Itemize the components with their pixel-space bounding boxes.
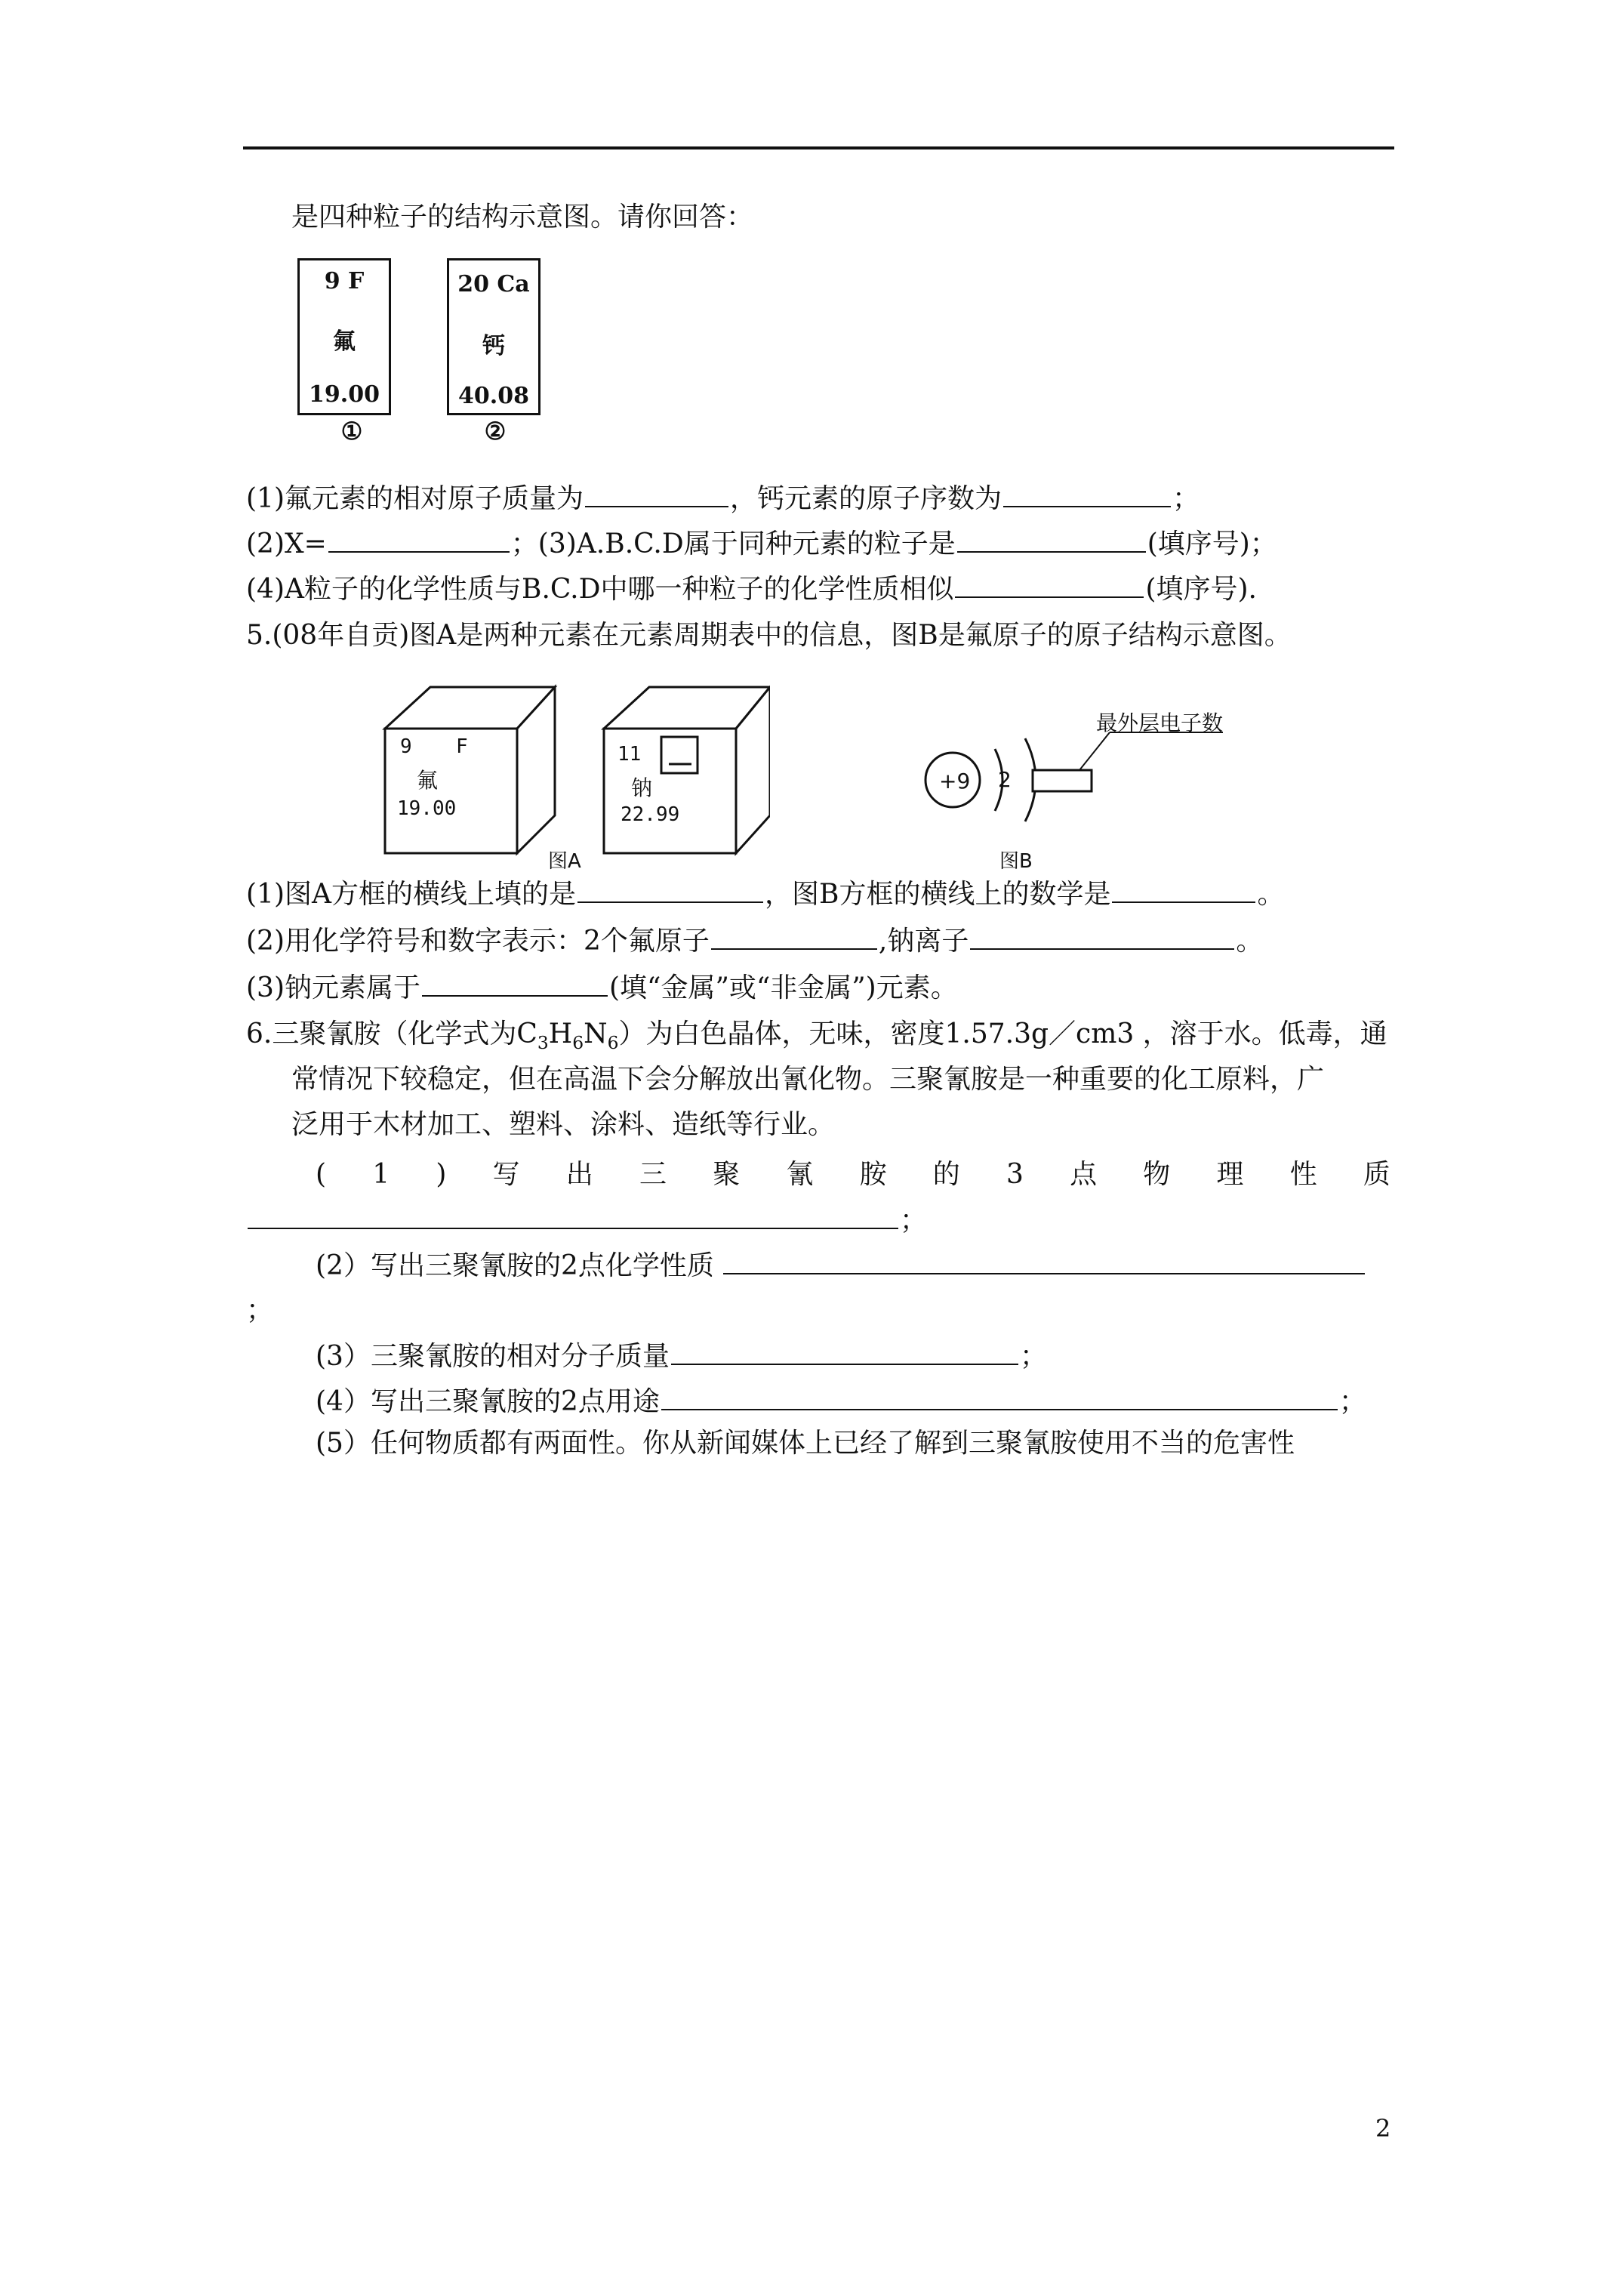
box1-mass: 19.00 (397, 797, 457, 820)
answer-blank[interactable] (577, 876, 763, 903)
page-number: 2 (1375, 2114, 1391, 2143)
question-6-3: (3）三聚氰胺的相对分子质量 ； (316, 1338, 1047, 1375)
header-rule (243, 146, 1394, 149)
question-6-4: (4）写出三聚氰胺的2点用途 ； (316, 1383, 1366, 1420)
card-symbol: 9 F (324, 268, 365, 294)
card-symbol: 20 Ca (457, 271, 530, 297)
question-5-2: (2)用化学符号和数字表示：2个氟原子 ,钠离子 。 (246, 923, 1263, 960)
outer-shell-callout: 最外层电子数 (1096, 710, 1224, 735)
nucleus-charge: +9 (939, 769, 971, 794)
answer-blank[interactable] (711, 923, 877, 950)
problem-5: 5.(08年自贡)图A是两种元素在元素周期表中的信息，图B是氟原子的原子结构示意图。 (246, 620, 1292, 651)
question-6-1: ( 1 ) 写 出 三 聚 氰 胺 的 3 点 物 理 性 质 (316, 1159, 1390, 1190)
question-6-2: (2）写出三聚氰胺的2点化学性质 (316, 1247, 1366, 1284)
box1-symbol: F (456, 735, 468, 758)
answer-blank[interactable] (955, 571, 1144, 598)
element-card-calcium (447, 258, 540, 415)
card-name: 氟 (333, 328, 356, 355)
answer-blank[interactable] (957, 525, 1146, 553)
inner-shell-electrons: 2 (998, 767, 1012, 792)
box2-number: 11 (617, 743, 642, 766)
answer-blank[interactable] (248, 1202, 898, 1229)
intro-text: 是四种粒子的结构示意图。请你回答： (291, 202, 754, 233)
figure-a-caption: 图A (548, 850, 581, 873)
problem-6-line-1: 6.三聚氰胺（化学式为$C_3H_6N_6$）为白色晶体，无味，密度1.57.3g／cm3 ，溶于水。低毒，通 (246, 1019, 1387, 1054)
label-circled-2: ② (484, 417, 507, 445)
box2-name: 钠 (631, 775, 653, 800)
answer-blank[interactable] (328, 525, 510, 553)
answer-blank[interactable] (422, 969, 608, 997)
question-5-1: (1)图A方框的横线上填的是 ，图B方框的横线上的数学是 。 (246, 876, 1284, 913)
box1-name: 氟 (417, 768, 439, 793)
answer-blank[interactable] (1003, 480, 1171, 507)
problem-6-line-2: 常情况下较稳定，但在高温下会分解放出氰化物。三聚氰胺是一种重要的化工原料，广 (291, 1064, 1325, 1095)
card-mass: 19.00 (309, 381, 380, 408)
question-5-3: (3)钠元素属于 (填“金属”或“非金属”)元素。 (246, 969, 958, 1006)
question-2-3: (2)X= ；(3)A.B.C.D属于同种元素的粒子是 (填序号)； (246, 525, 1277, 562)
question-6-1-answer: ； (246, 1202, 927, 1239)
element-card-fluorine (297, 258, 391, 415)
answer-blank[interactable] (723, 1247, 1365, 1274)
question-4: (4)A粒子的化学性质与B.C.D中哪一种粒子的化学性质相似 (填序号). (246, 571, 1257, 608)
answer-blank[interactable] (671, 1338, 1018, 1365)
card-mass: 40.08 (458, 383, 529, 409)
answer-blank[interactable] (1112, 876, 1255, 903)
question-1: (1)氟元素的相对原子质量为 ，钙元素的原子序数为 ； (246, 480, 1200, 517)
answer-blank[interactable] (661, 1383, 1338, 1410)
figure-b-caption: 图B (999, 850, 1033, 873)
box1-number: 9 (400, 735, 412, 758)
question-6-2-end: ； (246, 1295, 274, 1326)
box2-mass: 22.99 (621, 803, 680, 826)
label-circled-1: ① (340, 417, 363, 445)
card-name: 钙 (482, 333, 505, 359)
question-6-5: (5）任何物质都有两面性。你从新闻媒体上已经了解到三聚氰胺使用不当的危害性 (316, 1428, 1295, 1459)
answer-blank[interactable] (970, 923, 1234, 950)
problem-6-line-3: 泛用于木材加工、塑料、涂料、造纸等行业。 (291, 1109, 836, 1140)
answer-blank[interactable] (585, 480, 728, 507)
